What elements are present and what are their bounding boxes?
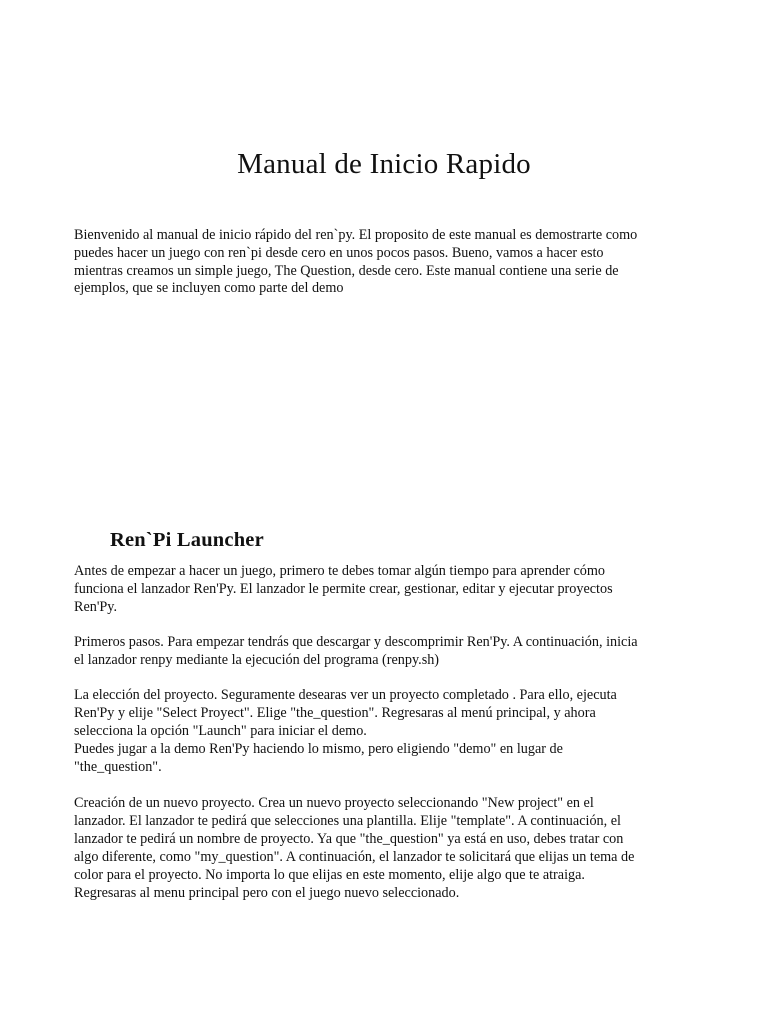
- paragraph-line: "the_question".: [74, 759, 162, 775]
- paragraph-line: funciona el lanzador Ren'Py. El lanzador le permite crear, gestionar, editar y ejecutar proyectos: [74, 581, 613, 597]
- intro-line: Bienvenido al manual de inicio rápido del ren`py. El proposito de este manual es demostrarte como: [74, 227, 638, 243]
- paragraph-project-choice: [74, 686, 696, 776]
- paragraph-line: Primeros pasos. Para empezar tendrás que descargar y descomprimir Ren'Py. A continuación, inicia: [74, 634, 638, 650]
- intro-line: puedes hacer un juego con ren`pi desde cero en unos pocos pasos. Bueno, vamos a hacer esto: [74, 244, 604, 261]
- page-title: Manual de Inicio Rapido: [237, 148, 531, 180]
- intro-paragraph: [74, 227, 696, 298]
- paragraph-line: color para el proyecto. No importa lo que elijas en este momento, elije algo que te atraiga.: [74, 867, 585, 883]
- paragraph-new-project: [74, 794, 696, 902]
- paragraph-line: Regresaras al menu principal pero con el juego nuevo seleccionado.: [74, 885, 460, 901]
- paragraph-line: algo diferente, como "my_question". A continuación, el lanzador te solicitará que elijas un tema de: [74, 849, 635, 865]
- paragraph-line: Puedes jugar a la demo Ren'Py haciendo lo mismo, pero eligiendo "demo" en lugar de: [74, 741, 563, 757]
- section-heading: Ren`Pi Launcher: [110, 529, 264, 551]
- paragraph-intro-launcher: [74, 562, 696, 616]
- paragraph-line: lanzador. El lanzador te pedirá que selecciones una plantilla. Elije "template". A continuación, el: [74, 813, 621, 829]
- paragraph-line: Creación de un nuevo proyecto. Crea un nuevo proyecto seleccionando "New project" en el: [74, 795, 594, 811]
- intro-line: ejemplos, que se incluyen como parte del demo: [74, 280, 344, 297]
- paragraph-line: lanzador te pedirá un nombre de proyecto. Ya que "the_question" ya está en uso, debes tratar con: [74, 831, 624, 847]
- paragraph-line: selecciona la opción "Launch" para iniciar el demo.: [74, 723, 367, 739]
- paragraph-line: Antes de empezar a hacer un juego, primero te debes tomar algún tiempo para aprender cómo: [74, 563, 606, 579]
- paragraph-first-steps: [74, 633, 696, 669]
- paragraph-line: el lanzador renpy mediante la ejecución del programa (renpy.sh): [74, 652, 440, 668]
- paragraph-line: Ren'Py y elije "Select Proyect". Elige "the_question". Regresaras al menú principal, y ahora: [74, 705, 596, 721]
- paragraph-line: Ren'Py.: [74, 599, 118, 615]
- intro-line: mientras creamos un simple juego, The Question, desde cero. Este manual contiene una serie de: [74, 262, 619, 279]
- paragraph-line: La elección del proyecto. Seguramente desearas ver un proyecto completado . Para ello, ejecuta: [74, 687, 617, 703]
